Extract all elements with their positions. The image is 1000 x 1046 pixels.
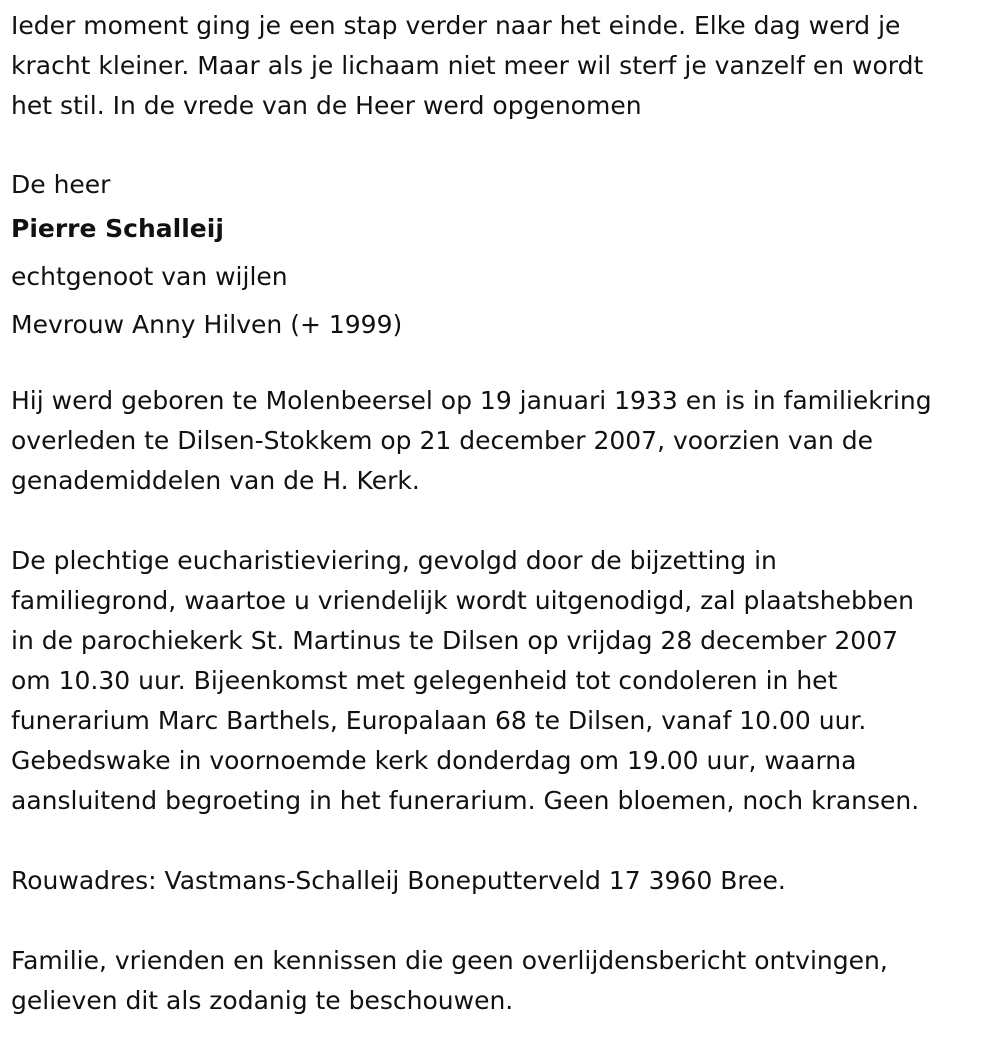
intro-line: kracht kleiner. Maar als je lichaam niet meer wil sterf je vanzelf en wordt <box>11 51 924 80</box>
birth-death-paragraph <box>11 381 996 501</box>
closing-paragraph <box>11 941 996 1021</box>
mourning-address: Rouwadres: Vastmans-Schalleij Boneputterveld 17 3960 Bree. <box>11 866 786 895</box>
ceremony-line: familiegrond, waartoe u vriendelijk wordt uitgenodigd, zal plaatshebben <box>11 586 914 615</box>
obituary-document <box>11 6 996 1021</box>
ceremony-line: funerarium Marc Barthels, Europalaan 68 te Dilsen, vanaf 10.00 uur. <box>11 706 867 735</box>
relation-text: echtgenoot van wijlen <box>11 262 288 291</box>
intro-paragraph <box>11 6 996 126</box>
deceased-name: Pierre Schalleij <box>11 214 224 243</box>
ceremony-line: De plechtige eucharistieviering, gevolgd door de bijzetting in <box>11 546 777 575</box>
spouse-name: Mevrouw Anny Hilven (+ 1999) <box>11 310 403 339</box>
title-prefix: De heer <box>11 170 111 199</box>
ceremony-line: om 10.30 uur. Bijeenkomst met gelegenheid tot condoleren in het <box>11 666 838 695</box>
ceremony-line: aansluitend begroeting in het funerarium. Geen bloemen, noch kransen. <box>11 786 920 815</box>
intro-line: het stil. In de vrede van de Heer werd opgenomen <box>11 91 642 120</box>
closing-line: Familie, vrienden en kennissen die geen overlijdensbericht ontvingen, <box>11 946 888 975</box>
birth-death-line: overleden te Dilsen-Stokkem op 21 december 2007, voorzien van de <box>11 426 874 455</box>
ceremony-paragraph <box>11 541 996 821</box>
intro-line: Ieder moment ging je een stap verder naar het einde. Elke dag werd je <box>11 11 901 40</box>
ceremony-line: in de parochiekerk St. Martinus te Dilsen op vrijdag 28 december 2007 <box>11 626 899 655</box>
ceremony-line: Gebedswake in voornoemde kerk donderdag om 19.00 uur, waarna <box>11 746 857 775</box>
birth-death-line: Hij werd geboren te Molenbeersel op 19 januari 1933 en is in familiekring <box>11 386 932 415</box>
closing-line: gelieven dit als zodanig te beschouwen. <box>11 986 514 1015</box>
birth-death-line: genademiddelen van de H. Kerk. <box>11 466 420 495</box>
